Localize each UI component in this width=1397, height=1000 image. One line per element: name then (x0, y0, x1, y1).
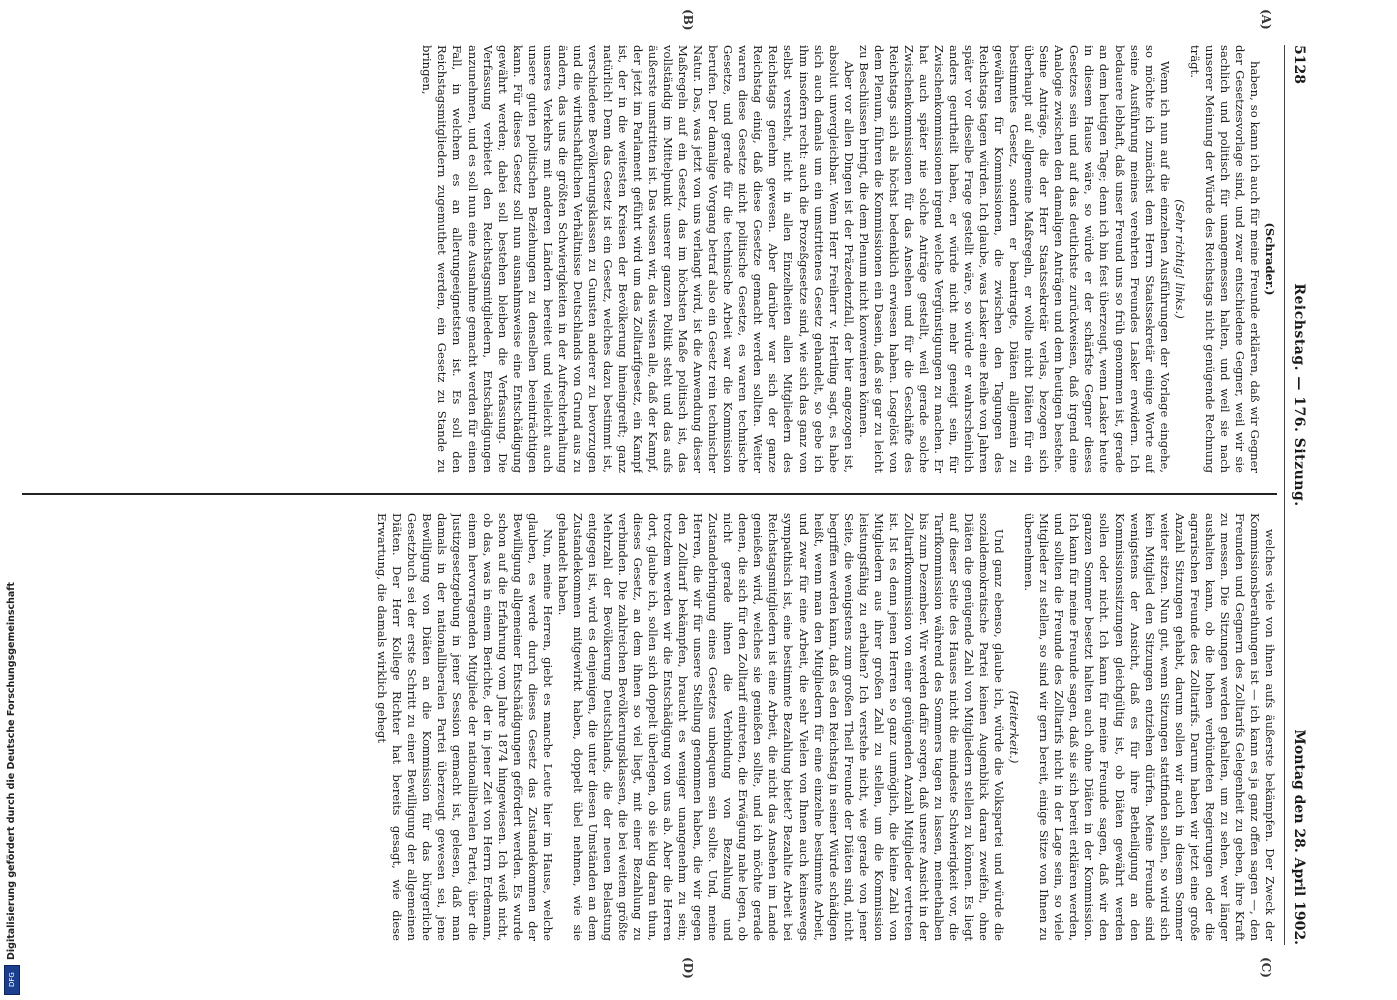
paragraph: haben, so kann ich auch für meine Freunde erklären, daß wir Gegner der Gesetzesvorlage sind, und zwar entschiedene Gegner, weil wir sie sachlich und politisch für unangemessen halten, und weil sie nach unserer Meinung der Würde des Reichstags nicht genügende Rechnung trägt. (1187, 45, 1262, 473)
paragraph: Und ganz ebenso, glaube ich, würde die Volkspartei und würde die sozialdemokratische Partei keinen Augenblick daran zweifeln, ohne Diäten die genügende Zahl von Mitgliedern stellen zu können. Es liegt auf dieser Seite des Hauses nicht die mindeste Schwierigkeit vor, die Tarifkommission während des Sommers tagen zu lassen, meinethalben bis zum Dezember. Wir werden dafür sorgen, daß unsere Ansicht in der Zolltarifkommission von einer genügenden Anzahl Mitglieder vertreten ist. Ist es denn jenen Herren so ganz unmöglich, die kleine Zahl von Mitgliedern aus ihrer großen Zahl zu stellen, um die Kommission leistungsfähig zu erhalten? Ich verstehe nicht, wie gerade von jener Seite, die wenigstens zum großen Theil Freunde der Diäten sind, nicht begriffen werden kann, daß es den Reichstag in seiner Würde schädigen heißt, wenn man den Mitgliedern für eine einzelne bestimmte Arbeit, und zwar für eine Arbeit, die sehr Vielen von Ihnen auch keineswegs sympathisch ist, eine bestimmte Bezahlung bietet? Bezahlte Arbeit bei Reichstagsmitgliedern ist eine Arbeit, die nicht das Ansehen im Lande genießen wird, welches sie genießen sollte, und ich möchte gerade denen, die sich für den Zolltarif eintreten, die Erwägung nahe legen, ob nicht gerade ihnen die Verbindung von Bezahlung und Zustandebringung eines Gesetzes unbequem sein sollte. Und, meine Herren, die wir für unsere Stellung genommen haben, die wir gegen den Zolltarif bekämpfen, braucht es weniger unangenehm zu sein; trotzdem werden wir die Entschädigung von uns ab. Aber die Herren dort, glaube ich, sollen sich doppelt überlegen, ob sie klug daran thun, dieses Gesetz, an dem ihnen so viel liegt, mit einer Bezahlung zu verbinden. Die zahlreichen Bevölkerungsklassen, die bei weitem größte Mehrzahl der Bevölkerung Deutschlands, die der neuen Belastung entgegen ist, wird es denjenigen, die unter diesen Umständen an dem Zustandekommen mitgewirkt haben, doppelt übel nehmen, wie sie gehandelt haben. (555, 513, 1007, 941)
margin-marker-a: (A) (1259, 9, 1273, 30)
rotated-page (17, 9, 1307, 979)
margin-marker-d: (D) (681, 957, 695, 979)
paragraph: Wenn ich nun auf die einzelnen Ausführungen der Vorlage eingehe, so möchte ich zunächst dem Herrn Staatssekretär einige Worte auf seine Ausführung meines verehrten Freundes Lasker erwidern. Ich bedauere lebhaft, daß unser Freund uns so früh genommen ist, gerade an dem heutigen Tage; denn ich bin fest überzeugt, wenn Lasker heute in diesem Hause wäre, so würde er der schärfste Gegner dieses Gesetzes sein und auf das deutlichste zurückweisen, daß irgend eine Analogie zwischen den damaligen Anträgen und dem heutigen bestehe. Seine Anträge, die der Herr Staatssekretär verlas, bezogen sich überhaupt auf allgemeine Maßregeln, er wollte nicht Diäten für ein bestimmtes Gesetz, sondern er beantragte, Diäten allgemein zu gewähren für Kommissionen, die zwischen den Tagungen des Reichstags tagen würden. Ich glaube, was Lasker eine Reihe von Jahren später vor dieselbe Frage gestellt wäre, so würde er wahrscheinlich anders geurtheilt haben, er würde nicht mehr geneigt sein, für Zwischenkommissionen irgend welche Vergünstigungen zu machen. Er hat auch später nie solche Anträge gestellt, weil gerade solche Zwischenkommissionen für das Ansehen und für die Geschäfte des Reichstags sich als höchst bedenklich erwiesen haben. Losgelöst von dem Plenum, führen die Kommissionen ein Dasein, daß sie gar zu leicht zu Beschlüssen bringt, die dem Plenum nicht konvenieren können. (856, 45, 1172, 473)
interjection: (Heiterkeit.) (1007, 690, 1022, 764)
interjection: (Sehr richtig! links.) (1172, 199, 1187, 319)
speaker-name: (Schrader.) (1263, 222, 1277, 296)
text-column-left (22, 45, 1277, 473)
margin-marker-b: (B) (681, 9, 695, 31)
session-date: Montag den 28. April 1902. (1291, 729, 1307, 945)
text-column-right (22, 513, 1277, 941)
dfg-logo: DFG (4, 965, 20, 995)
page-title: Reichstag. — 176. Sitzung. (1291, 283, 1307, 507)
digitization-credit (2, 430, 22, 1000)
paragraph: Aber vor allen Dingen ist der Präzedenzfall, der hier angezogen ist, absolut unvergleichbar. Wenn Herr Freiherr v. Hertling sagt, es habe sich auch damals um ein umstrittenes Gesetz gehandelt, so gebe ich ihm insofern recht: auch die Prozeßgesetze sind, wie sich das ganz von selbst versteht, nicht in allen Einzelheiten allen Mitgliedern des Reichstags genehm gewesen. Aber darüber war sich der ganze Reichstag einig, daß diese Gesetze gemacht werden sollten. Weiter waren diese Gesetze nicht politische Gesetze, es waren technische Gesetze, und gerade für die technische Arbeit war die Kommission berufen. Der damalige Vorgang betraf also ein Gesetz rein technischer Natur. Das, was jetzt von uns verlangt wird, ist die Anwendung dieser Maßregeln auf ein Gesetz, das im höchsten Maße politisch ist, das vollständig im Mittelpunkt unserer ganzen Politik steht und das aufs äußerste umstritten ist. Das wissen wir, das wissen alle, daß der Kampf, der jetzt im Parlament geführt wird um das Zolltarifgesetz, ein Kampf ist, der in die weitesten Kreisen der Bevölkerung hineingreift; ganz natürlich! Denn das Gesetz ist ein Gesetz, welches dazu bestimmt ist, verschiedene Bevölkerungsklassen zu Gunsten anderer zu bevorzugen und die wirthschaftlichen Verhältnisse Deutschlands von Grund aus zu ändern, das uns die größten Schwierigkeiten in der Aufrechterhaltung unseres Verkehrs mit anderen Ländern bereitet und vielleicht auch unsere guten politischen Beziehungen zu denselben beeinträchtigen kann. Für dieses Gesetz soll nun ausnahmsweise eine Entschädigung gewährt werden; dabei soll bestehen bleiben die Verfassung. Die Verfassung verbietet den Reichstagsmitgliedern, Entschädigungen anzunehmen, und es soll nun eine Ausnahme gemacht werden für einen Fall, in welchem es an allerungeeignetsten ist. Es soll den Reichstagsmitgliedern zugemuthet werden, ein Gesetz zu Stande zu bringen, (420, 45, 856, 473)
digitization-credit-text: Digitalisierung gefördert durch die Deutsche Forschungsgemeinschaft (6, 582, 17, 960)
paragraph: Nun, meine Herren, giebt es manche Leute hier im Hause, welche glauben, es werde durch dieses Gesetz das Zustandekommen der Bewilligung allgemeiner Entschädigungen gefördert werden. Es wurde schon auf die Erfahrung vom Jahre 1874 hingewiesen. Ich weiß nicht, ob das, was in einem Berichte, der in jener Zeit von Herrn Erdemann, einem hervorragenden Mitgliede der nationalliberalen Partei, über die Justizgesetzgebung in jener Session gemacht ist, gelesen, daß man damals in der nationalliberalen Partei überzeugt gewesen sei, jene Bewilligung von Diäten an die Kommission für das bürgerliche Gesetzbuch sei der erste Schritt zu einer Bewilligung der allgemeinen Diäten. Der Herr Kollege Richter hat bereits gesagt, wie diese Erwartung, die damals wirklich gehegt (375, 513, 555, 941)
paragraph: welches viele von ihnen aufs äußerste bekämpfen. Der Zweck der Kommissionsberathungen ist — ich kann es ja ganz offen sagen —, den Freunden und Gegnern des Zolltarifs Gelegenheit zu geben, ihre Kraft zu messen. Die Sitzungen werden gehalten, um zu sehen, wer länger aushalten kann, ob die hohen verbündeten Regierungen oder die agrarischen Freunde des Zolltarifs. Darum haben wir jetzt eine große Anzahl Sitzungen gehabt, darum sollen wir auch in diesem Sommer weiter sitzen. Nun gut, wenn Sitzungen stattfinden sollen, so wird sich kein Mitglied den Sitzungen entziehen dürfen. Meine Freunde sind wenigstens der Ansicht, daß es für ihre Betheiligung an den Kommissionssitzungen gleichgültig ist, ob Diäten gewährt werden sollen oder nicht. Ich kann für meine Freunde sagen, daß wir den ganzen Sommer besetzt halten auch ohne Diäten in der Kommission. Ich kann für meine Freunde sagen, daß sie sich bereit erklären werden, und sollten die Freunde des Zolltarifs nicht in der Lage sein, so viele Mitglieder zu stellen, so sind wir gern bereit, einige Sitze von Ihnen zu übernehmen. (1022, 513, 1277, 941)
page-number: 5128 (1291, 45, 1307, 84)
column-divider (22, 493, 1277, 495)
page-header (1284, 45, 1307, 945)
margin-marker-c: (C) (1259, 957, 1273, 978)
